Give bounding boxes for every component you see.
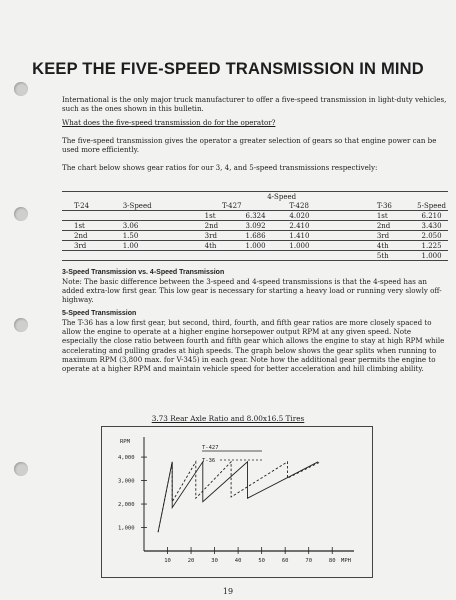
table-row: 2nd 1.50 3rd 1.686 1.410 3rd 2.050 <box>62 231 448 241</box>
x-tick-label: 70 <box>305 558 313 564</box>
binder-hole <box>14 318 28 332</box>
series-line-t-427 <box>158 462 318 532</box>
t24-header: T-24 <box>62 201 121 211</box>
chart-frame <box>101 426 373 578</box>
binder-hole <box>14 82 28 96</box>
x-tick-label: 30 <box>211 558 218 564</box>
y-tick-label: 4,000 <box>118 455 135 462</box>
y-tick-label: 3,000 <box>118 478 135 485</box>
t36-header: T-36 <box>375 201 415 211</box>
x-tick-label: 80 <box>328 558 336 564</box>
x-tick-label: 10 <box>164 558 171 564</box>
legend-label-t36: T-36 <box>202 458 216 464</box>
table-row: 3rd 1.00 4th 1.000 1.000 4th 1.225 <box>62 241 448 251</box>
y-tick-label: 1,000 <box>118 525 135 532</box>
chart-title: 3.73 Rear Axle Ratio and 8.00x16.5 Tires <box>151 414 305 423</box>
x-tick-label: 60 <box>281 558 289 564</box>
t427-header: T-427 <box>203 201 244 211</box>
gear-ratio-table <box>62 191 448 261</box>
paragraph-chart-intro: The chart below shows gear ratios for our 3, 4, and 5-speed transmissions respectively: <box>62 163 378 172</box>
t428-header: T-428 <box>279 201 360 211</box>
page-title: KEEP THE FIVE-SPEED TRANSMISSION IN MIND <box>32 60 424 78</box>
three-speed-header: 3-Speed <box>121 201 189 211</box>
section-body-5-speed: The T-36 has a low first gear, but second, third, fourth, and fifth gear ratios are more closely spaced to allow the engine to operate at a higher engine horsepower output RPM at any given speed. Note especially the close ratio between fourth and fifth gear which allows the engine to stay at high RPM while accelerating and pulling grades at high speeds. The graph below shows the gear splits when running to maximum RPM (3,800 max. for V-345) in each gear. Note how the additional gear permits the engine to operate at a higher RPM and maintain vehicle speed for better acceleration and hill climbing ability. <box>62 318 445 374</box>
rpm-chart <box>102 427 372 577</box>
x-tick-label: 20 <box>187 558 195 564</box>
paragraph-efficiency: The five-speed transmission gives the operator a greater selection of gears so that engine power can be used more efficiently. <box>62 136 437 155</box>
series-line-t-36 <box>158 462 320 532</box>
table-row: 5th 1.000 <box>62 251 448 261</box>
question-heading: What does the five-speed transmission do for the operator? <box>62 118 276 127</box>
intro-paragraph: International is the only major truck manufacturer to offer a five-speed transmission in light-duty vehicles, such as the ones shown in this bulletin. <box>62 95 447 114</box>
y-tick-label: 2,000 <box>118 502 135 509</box>
five-speed-header: 5-Speed <box>417 201 446 210</box>
page-number: 19 <box>222 587 234 596</box>
x-axis-label: MPH <box>341 558 351 564</box>
binder-hole <box>14 462 28 476</box>
section-body-3-vs-4: Note: The basic difference between the 3-speed and 4-speed transmissions is that the 4-speed has an added extra-low first gear. This low gear is necessary for starting a heavy load or running very slowly off-highway. <box>62 277 442 305</box>
section-heading-3-vs-4: 3-Speed Transmission vs. 4-Speed Transmission <box>62 269 225 276</box>
y-axis-label: RPM <box>120 439 130 445</box>
four-speed-header: 4-Speed <box>203 192 361 202</box>
binder-hole <box>14 207 28 221</box>
x-tick-label: 40 <box>234 558 242 564</box>
table-row: 1st 3.06 2nd 3.092 2.410 2nd 3.430 <box>62 221 448 231</box>
section-heading-5-speed: 5-Speed Transmission <box>62 310 137 317</box>
x-tick-label: 50 <box>258 558 265 564</box>
legend-label-t427: T-427 <box>202 445 219 451</box>
table-row: 1st 6.324 4.020 1st 6.210 <box>62 211 448 221</box>
